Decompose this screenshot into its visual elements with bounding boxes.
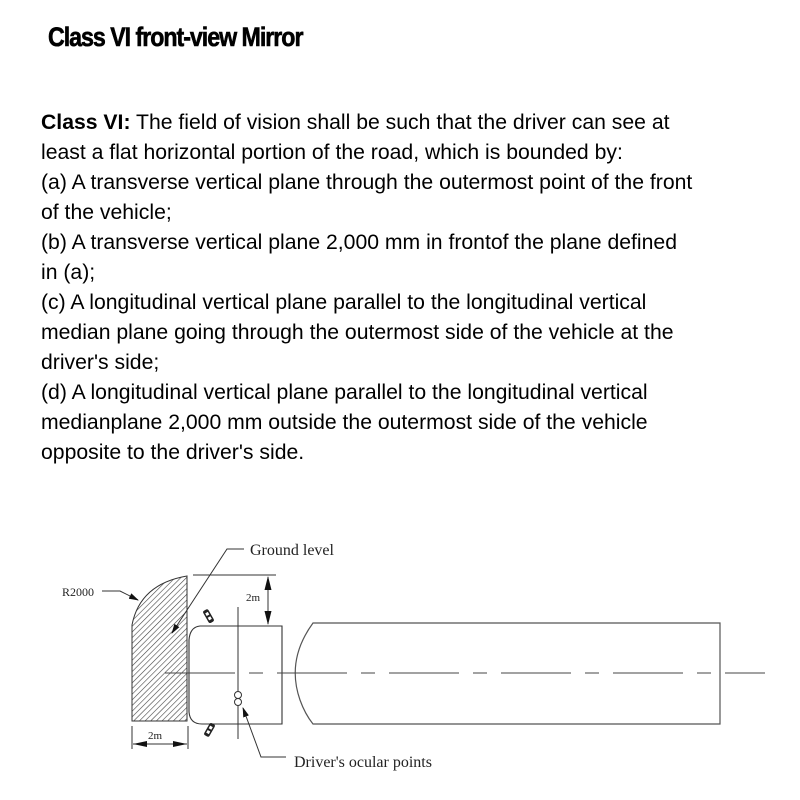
radius-label: R2000 xyxy=(62,585,95,599)
text-line-2: least a flat horizontal portion of the road, which is bounded by: xyxy=(41,141,623,164)
ocular-points-label: Driver's ocular points xyxy=(294,754,432,771)
dim-vertical-arrow-down xyxy=(265,611,272,625)
text-line-11: medianplane 2,000 mm outside the outermost side of the vehicle xyxy=(41,411,648,434)
text-line-10: (d) A longitudinal vertical plane parallel to the longitudinal vertical xyxy=(41,381,648,404)
vision-field-hatched-area xyxy=(132,576,187,721)
page-title: Class VI front-view Mirror xyxy=(48,22,303,52)
ground-level-label: Ground level xyxy=(250,542,334,559)
text-line-8: median plane going through the outermost side of the vehicle at the xyxy=(41,321,674,344)
text-line-12: opposite to the driver's side. xyxy=(41,441,305,464)
ocular-points-leader xyxy=(243,708,286,757)
text-line-7: (c) A longitudinal vertical plane parallel to the longitudinal vertical xyxy=(41,291,647,314)
text-line-3: (a) A transverse vertical plane through the outermost point of the front xyxy=(41,171,693,194)
radius-leader xyxy=(102,591,138,600)
dim-horizontal-arrow-right xyxy=(173,741,187,747)
ocular-point-lower xyxy=(235,699,242,706)
text-line-4: of the vehicle; xyxy=(41,201,172,224)
dim-vertical-label: 2m xyxy=(246,592,261,604)
class-label: Class VI: xyxy=(41,111,131,134)
mirror-upper-icon xyxy=(202,609,214,624)
text-line-9: driver's side; xyxy=(41,351,160,374)
dim-horizontal-arrow-left xyxy=(133,741,147,747)
dim-horizontal-label: 2m xyxy=(148,730,163,742)
ocular-point-upper xyxy=(235,692,242,699)
mirror-lower-icon xyxy=(203,722,215,737)
text-line-6: in (a); xyxy=(41,261,96,284)
dim-vertical-arrow-up xyxy=(265,576,272,590)
text-line-5: (b) A transverse vertical plane 2,000 mm in frontof the plane defined xyxy=(41,231,677,254)
vehicle-cab xyxy=(189,626,282,724)
text-line-1: Class VI: The field of vision shall be such that the driver can see at xyxy=(41,111,670,134)
